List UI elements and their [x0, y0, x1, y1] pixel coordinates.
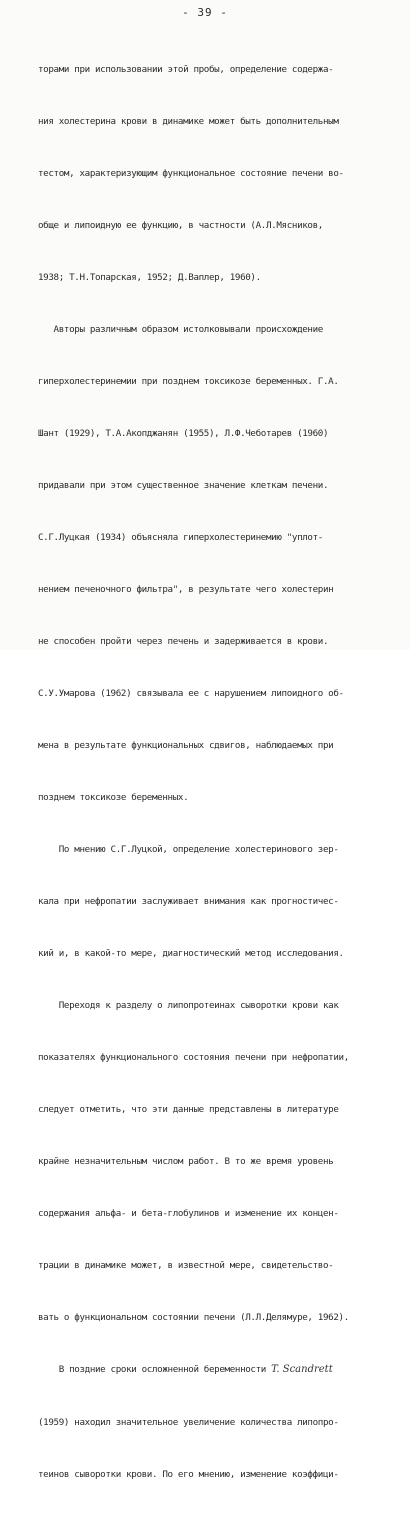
text-line-with-handwriting — [38, 1361, 402, 1378]
text-line-part: В поздние сроки осложненной беременности — [38, 1364, 266, 1376]
text-line: следует отметить, что эти данные представлены в литературе — [38, 1104, 339, 1116]
text-line: По мнению С.Г.Луцкой, определение холестеринового зер- — [38, 844, 339, 856]
text-line: тестом, характеризующим функциональное состояние печени во- — [38, 167, 344, 179]
text-line: крайне незначительным числом работ. В то же время уровень — [38, 1156, 334, 1168]
text-line: кий и, в какой-то мере, диагностический метод исследования. — [38, 948, 344, 960]
text-line: придавали при этом существенное значение клеткам печени. — [38, 479, 329, 491]
handwritten-author-name: T. Scandrett — [271, 1364, 333, 1376]
text-line: содержания альфа- и бета-глобулинов и изменение их концен- — [38, 1208, 339, 1220]
page-number: - 39 - — [182, 6, 228, 19]
text-line: Переходя к разделу о липопротеинах сыворотки крови как — [38, 1000, 339, 1012]
text-line: Авторы различным образом истолковывали происхождение — [38, 323, 323, 335]
text-line: Шант (1929), Т.А.Акопджанян (1955), Л.Ф.Чеботарев (1960) — [38, 427, 329, 439]
text-line: нением печеночного фильтра", в результате чего холестерин — [38, 584, 334, 595]
text-line: гиперхолестеринемии при позднем токсикозе беременных. Г.А. — [38, 375, 339, 387]
text-line: С.У.Умарова (1962) связывала ее с нарушением липоидного об- — [38, 688, 344, 700]
text-line: 1938; Т.Н.Топарская, 1952; Д.Ваплер, 1960). — [38, 271, 261, 283]
text-line: (1959) находил значительное увеличение количества липопро- — [38, 1416, 339, 1428]
text-line: ния холестерина крови в динамике может быть дополнительным — [38, 115, 339, 127]
text-line: обще и липоидную ее функцию, в частности (А.Л.Мясников, — [38, 219, 323, 231]
text-line: не способен пройти через печень и задерживается в крови. — [38, 636, 329, 648]
text-line: позднем токсикозе беременных. — [38, 792, 189, 804]
text-line: кала при нефропатии заслуживает внимания как прогностичес- — [38, 896, 339, 908]
text-line: вать о функциональном состоянии печени (Л.Л.Делямуре, 1962). — [38, 1312, 349, 1324]
text-line: торами при использовании этой пробы, определение содержа- — [38, 63, 334, 75]
text-line: мена в результате функциональных сдвигов, наблюдаемых при — [38, 740, 334, 752]
text-line: показателях функционального состояния печени при нефропатии, — [38, 1052, 349, 1064]
text-line: теинов сыворотки крови. По его мнению, изменение коэффици- — [38, 1468, 339, 1480]
text-line: трации в динамике может, в известной мере, свидетельство- — [38, 1260, 334, 1272]
body-text — [38, 26, 402, 1518]
text-line: С.Г.Луцкая (1934) объясняла гиперхолестеринемию "уплот- — [38, 531, 323, 543]
